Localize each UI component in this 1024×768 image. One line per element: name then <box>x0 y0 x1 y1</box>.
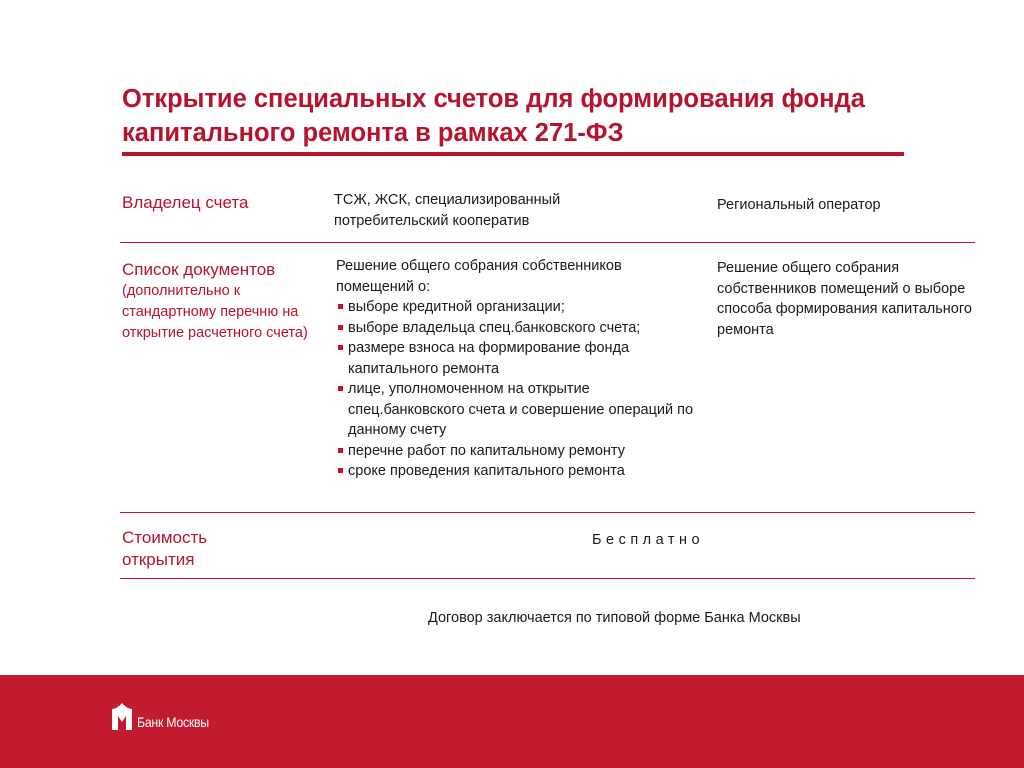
list-item: размере взноса на формирование фонда капитального ремонта <box>336 338 696 379</box>
documents-col1 <box>336 256 696 482</box>
row-divider <box>120 512 975 513</box>
bank-logo <box>112 700 222 730</box>
documents-label: Список документов <box>122 260 276 279</box>
list-item: выборе владельца спец.банковского счета; <box>336 318 696 339</box>
list-item: сроке проведения капитального ремонта <box>336 461 696 482</box>
row-divider <box>120 578 975 579</box>
list-item: лице, уполномоченном на открытие спец.банковского счета и совершение операций по данному счету <box>336 379 696 441</box>
footer-note: Договор заключается по типовой форме Банка Москвы <box>428 610 801 626</box>
documents-sublabel: (дополнительно к стандартному перечню на открытие расчетного счета) <box>122 283 308 341</box>
title-underline <box>122 152 904 156</box>
slide-title: Открытие специальных счетов для формирования фонда капитального ремонта в рамках 271-ФЗ <box>122 85 865 147</box>
owner-col1: ТСЖ, ЖСК, специализированный потребительский кооператив <box>334 192 561 229</box>
list-item: перечне работ по капитальному ремонту <box>336 441 696 462</box>
documents-col2: Решение общего собрания собственников помещений о выборе способа формирования капитального ремонта <box>717 260 972 338</box>
row-divider <box>120 242 975 243</box>
bank-logo-icon <box>112 703 132 730</box>
owner-col2: Региональный оператор <box>717 197 881 213</box>
documents-intro: Решение общего собрания собственников помещений о: <box>336 258 622 295</box>
documents-list <box>336 297 696 482</box>
owner-label: Владелец счета <box>122 193 249 212</box>
list-item: выборе кредитной организации; <box>336 297 696 318</box>
cost-value: Бесплатно <box>592 532 705 548</box>
cost-label: Стоимость открытия <box>122 528 208 569</box>
bank-logo-text: Банк Москвы <box>137 714 209 730</box>
